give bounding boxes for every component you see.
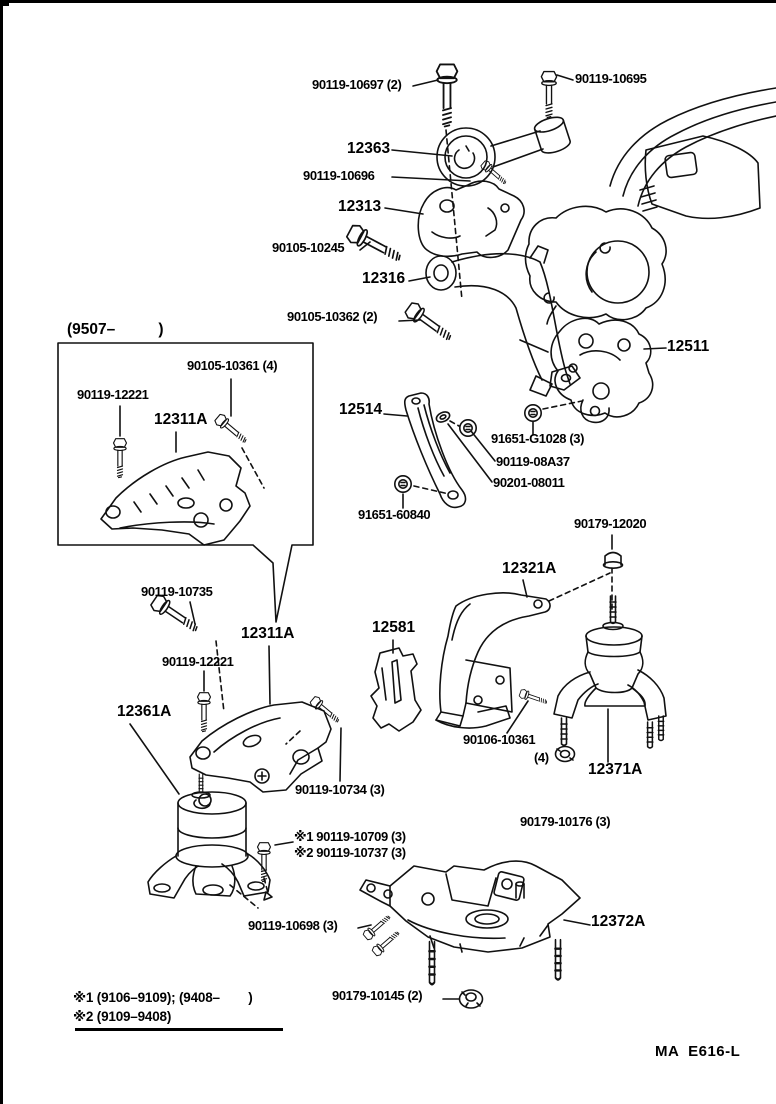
label-12581: 12581: [372, 619, 416, 636]
part-12363-drawing: [437, 114, 572, 186]
label-90106-10361-qty: (4): [534, 750, 549, 765]
label-12371A: 12371A: [588, 761, 643, 778]
bolt-90119-10734-drawing: [309, 695, 342, 725]
bolt-90105-10362-drawing: [404, 301, 456, 345]
label-90105-10245: 90105-10245: [272, 240, 345, 255]
note-star1: ※1 (9106–9109); (9408– ): [73, 990, 253, 1005]
bolt-90119-10695-drawing: [541, 72, 556, 118]
label-90119-10696: 90119-10696: [303, 168, 375, 183]
label-90119-10735: 90119-10735: [141, 584, 213, 599]
label-90119-12221-inset: 90119-12221: [77, 387, 149, 402]
label-12361A: 12361A: [117, 703, 172, 720]
label-90119-10697: 90119-10697 (2): [312, 77, 402, 92]
part-12581-drawing: [371, 648, 421, 731]
part-12311A-inset-drawing: [101, 452, 250, 545]
part-12372A-drawing: [360, 861, 580, 984]
label-90119-10734: 90119-10734 (3): [295, 782, 385, 797]
inset-caption: (9507– ): [67, 321, 164, 338]
bolt-90105-10361-inset-drawing: [214, 413, 250, 446]
nut-90179-10145-drawing: [460, 990, 483, 1008]
leader-lines: [120, 75, 666, 999]
washer-90201-08011-drawing: [435, 410, 451, 424]
label-12311A: 12311A: [241, 625, 295, 642]
label-90179-12020: 90179-12020: [574, 516, 647, 531]
label-91651-G1028: 91651-G1028 (3): [491, 431, 585, 446]
label-90179-10145: 90179-10145 (2): [332, 988, 423, 1003]
part-12321A-drawing: [436, 593, 550, 728]
label-12311A-inset: 12311A: [154, 411, 208, 428]
note-star2: ※2 (9109–9408): [73, 1009, 172, 1024]
nut-90179-12020-drawing: [604, 553, 623, 569]
bolt-90105-10245-drawing: [345, 223, 404, 266]
label-90119-08A37: 90119-08A37: [496, 454, 570, 469]
label-12321A: 12321A: [502, 560, 557, 577]
bolt-90119-10697-drawing: [437, 64, 458, 126]
label-90105-10361-inset: 90105-10361 (4): [187, 358, 278, 373]
label-12514: 12514: [339, 401, 383, 418]
label-90119-12221: 90119-12221: [162, 654, 234, 669]
bolt-90119-12221-inset-drawing: [114, 439, 127, 478]
label-12363: 12363: [347, 140, 391, 157]
label-90105-10362: 90105-10362 (2): [287, 309, 378, 324]
nut-90179-10176-drawing: [556, 747, 575, 762]
bolt-90119-12221-main-drawing: [198, 693, 211, 732]
label-12313: 12313: [338, 198, 382, 215]
label-90119-10698: 90119-10698 (3): [248, 918, 338, 933]
label-star2-90119-10737: ※2 90119-10737 (3): [294, 845, 406, 860]
label-90179-10176: 90179-10176 (3): [520, 814, 611, 829]
label-91651-60840: 91651-60840: [358, 507, 431, 522]
label-90106-10361: 90106-10361: [463, 732, 536, 747]
label-12316: 12316: [362, 270, 406, 287]
label-12511: 12511: [667, 338, 710, 355]
part-12361A-drawing: [148, 774, 270, 898]
part-12313-drawing: [418, 181, 524, 257]
label-90201-08011: 90201-08011: [493, 475, 565, 490]
label-90119-10695: 90119-10695: [575, 71, 647, 86]
bolt-90119-10698-drawing: [362, 913, 401, 957]
label-12372A: 12372A: [591, 913, 646, 930]
page-code: MA E616-L: [655, 1043, 741, 1060]
part-12311A-drawing: [190, 702, 331, 792]
label-star1-90119-10709: ※1 90119-10709 (3): [294, 829, 406, 844]
part-12371A-drawing: [554, 596, 666, 748]
bolt-90106-10361-drawing: [519, 689, 549, 707]
notes-underline: [75, 1028, 283, 1031]
